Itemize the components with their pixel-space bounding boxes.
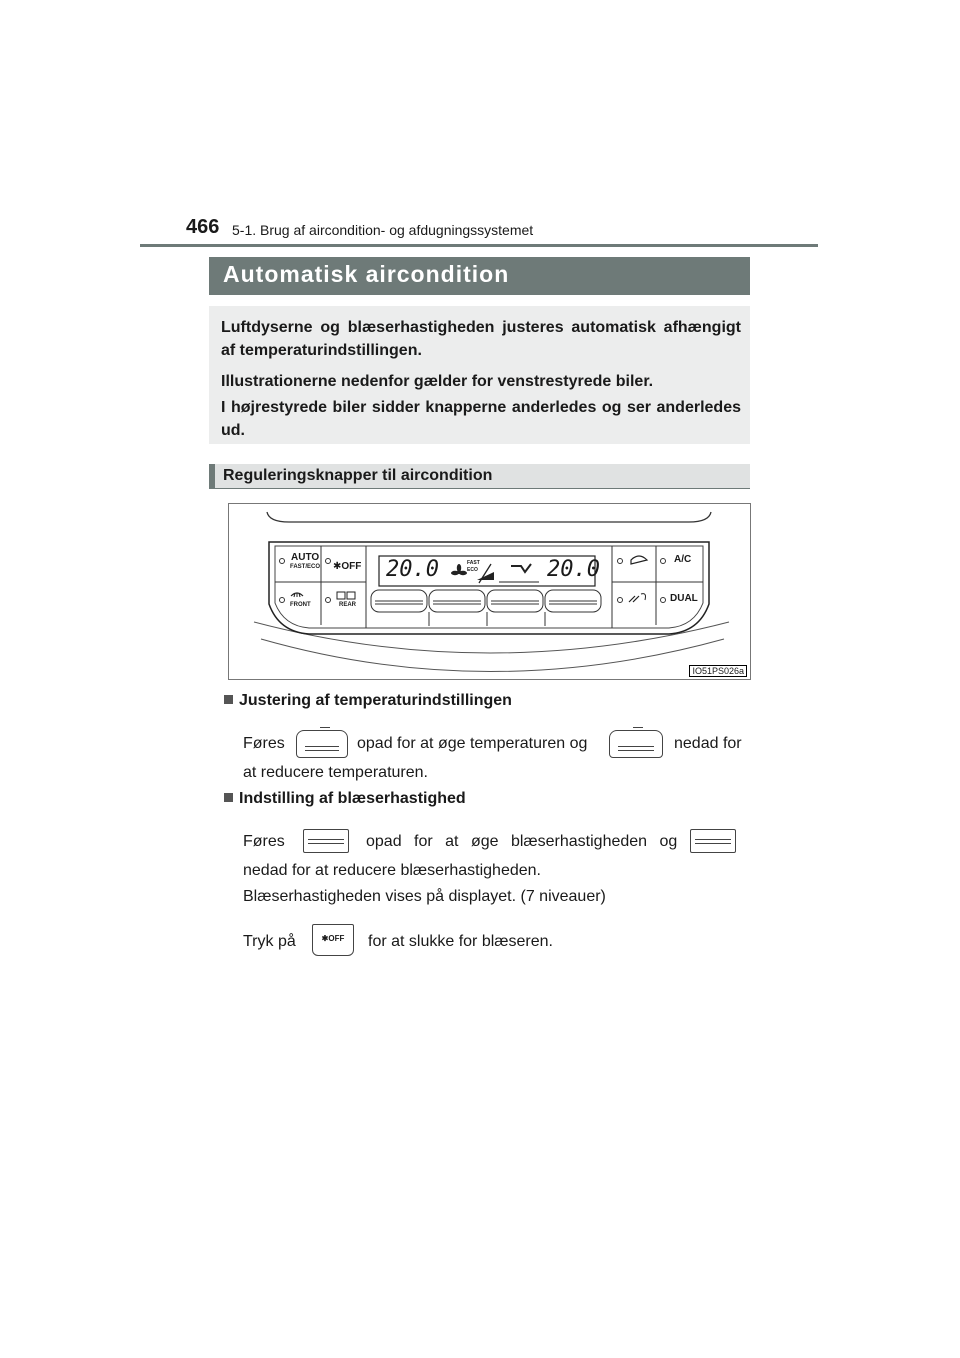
ac-button[interactable]: A/C xyxy=(674,554,692,565)
fan-text-2: opad for at øge blæserhastigheden og xyxy=(366,833,678,850)
climate-panel-figure xyxy=(228,503,751,680)
climate-panel-drawing xyxy=(229,504,750,679)
temperature-text-1: Føres xyxy=(243,735,285,752)
temperature-text-4: at reducere temperaturen. xyxy=(243,764,428,781)
auto-button[interactable]: AUTO xyxy=(291,552,320,563)
left-temperature-display: 20.0 xyxy=(386,557,439,582)
dual-button[interactable]: DUAL xyxy=(670,593,698,604)
auto-button-sub: FAST/ECO xyxy=(290,564,321,570)
intro-box xyxy=(209,306,750,444)
temperature-text-2: opad for at øge temperaturen og xyxy=(357,735,588,752)
temperature-lever-icon-2 xyxy=(609,730,663,758)
temperature-heading: Justering af temperaturindstillingen xyxy=(224,692,512,710)
fan-off-button[interactable]: ✱OFF xyxy=(333,561,362,572)
rear-defrost-button[interactable]: REAR xyxy=(339,602,357,608)
fan-text-5: Tryk på xyxy=(243,933,296,950)
section-title: Automatisk aircondition xyxy=(223,261,510,287)
figure-code: IO51PS026a xyxy=(689,665,747,677)
temperature-text-3: nedad for xyxy=(674,735,742,752)
fan-off-button-icon: ✱OFF xyxy=(312,924,354,956)
intro-paragraph-2: Illustrationerne nedenfor gælder for venstrestyrede biler. xyxy=(221,373,654,390)
section-banner xyxy=(209,257,750,295)
temperature-lever-icon xyxy=(296,730,348,758)
display-fast: FAST xyxy=(467,560,480,566)
fan-icon: ✱ xyxy=(321,934,329,943)
intro-paragraph-3: I højrestyrede biler sidder knapperne anderledes og ser anderledes ud. xyxy=(221,399,741,439)
fan-lever-icon xyxy=(303,829,349,853)
front-defrost-button[interactable]: FRONT xyxy=(290,602,311,608)
subsection-heading xyxy=(209,464,750,489)
fan-icon: ✱ xyxy=(333,561,342,572)
right-temperature-display: 20.0 xyxy=(547,557,600,582)
fan-text-1: Føres xyxy=(243,833,285,850)
display-eco: ECO xyxy=(467,567,478,573)
page-number: 466 xyxy=(186,216,220,238)
bullet-square-icon xyxy=(224,793,233,802)
subsection-title: Reguleringsknapper til aircondition xyxy=(223,467,493,484)
intro-paragraph-1: Luftdyserne og blæserhastigheden justeres automatisk afhængigt af temperaturindstillingen. xyxy=(221,319,741,359)
fan-text-6: for at slukke for blæseren. xyxy=(368,933,553,950)
fan-lever-icon-2 xyxy=(690,829,736,853)
header-rule xyxy=(140,244,818,247)
fan-text-3: nedad for at reducere blæserhastigheden. xyxy=(243,862,541,879)
bullet-square-icon xyxy=(224,695,233,704)
chapter-title: 5-1. Brug af aircondition- og afdugningssystemet xyxy=(232,222,534,238)
fan-text-4: Blæserhastigheden vises på displayet. (7 niveauer) xyxy=(243,888,606,905)
fan-heading: Indstilling af blæserhastighed xyxy=(224,790,466,808)
